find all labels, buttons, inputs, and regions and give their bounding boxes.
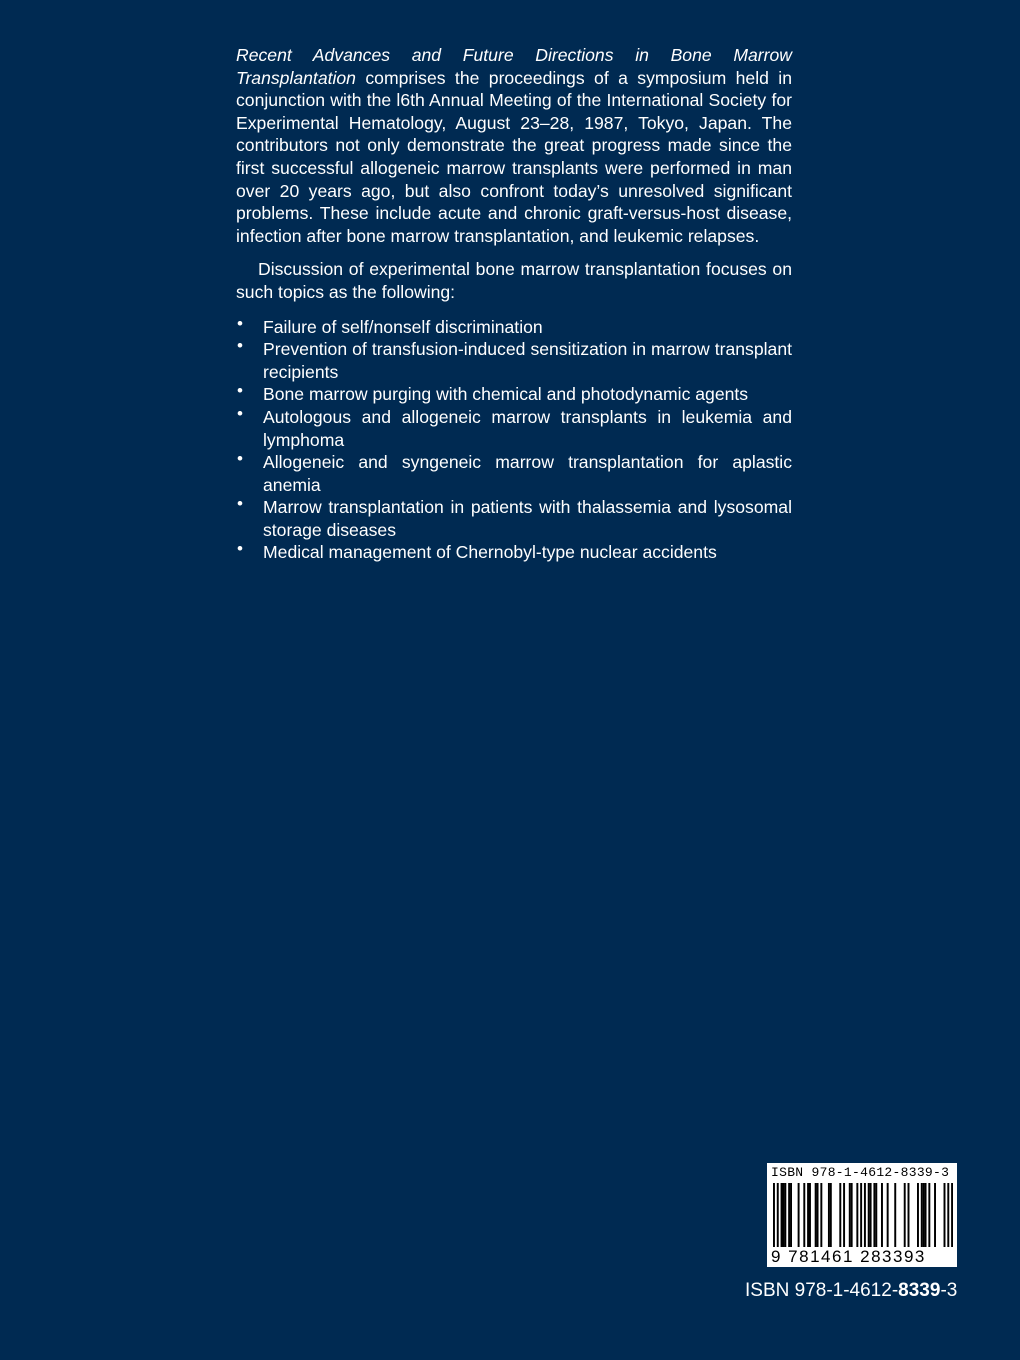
barcode-bar [934, 1183, 936, 1247]
barcode-bar [820, 1183, 822, 1247]
topic-text: Autologous and allogeneic marrow transplants in leukemia and lymphoma [263, 406, 792, 450]
barcode-bar [921, 1183, 923, 1247]
barcode-bar [781, 1183, 783, 1247]
list-item [236, 451, 792, 496]
topic-text: Medical management of Chernobyl-type nuclear accidents [263, 542, 717, 563]
barcode-bar [923, 1183, 925, 1247]
topic-text: Prevention of transfusion-induced sensitization in marrow transplant recipients [263, 339, 792, 382]
barcode-bar [839, 1183, 841, 1247]
bullet-icon: • [237, 494, 243, 514]
barcode-bar [856, 1183, 858, 1247]
barcode-bar [875, 1183, 877, 1247]
topic-list [236, 313, 792, 565]
barcode-bar [860, 1183, 862, 1247]
bullet-icon: • [237, 539, 243, 559]
barcode-bar [807, 1183, 809, 1247]
list-item [236, 383, 792, 406]
description-block [236, 44, 792, 564]
book-title: Recent Advances and Future Directions in Bone Marrow Transplantation [236, 45, 792, 88]
topic-text: Marrow transplantation in patients with thalassemia and lysosomal storage diseases [263, 497, 792, 540]
barcode-bar [868, 1183, 870, 1247]
intro-body: comprises the proceedings of a symposium held in conjunction with the l6th Annual Meeting of the International Society for Experimental Hematology, August 23–28, 1987, Tokyo, Japan. The contributors not only demonstrate the great progress made since the first successful allogeneic marrow transplants were performed in man over 20 years ago, but also confront today’s unresolved significant problems. These include acute and chronic graft-versus-host disease, infection after bone marrow transplantation, and leukemic relapses. [236, 67, 792, 246]
bullet-icon: • [237, 313, 243, 333]
barcode-bar [798, 1183, 800, 1247]
barcode-bar [947, 1183, 949, 1247]
list-item [236, 313, 792, 339]
topic-text: Bone marrow purging with chemical and photodynamic agents [263, 384, 749, 405]
topic-text: Failure of self/nonself discrimination [263, 316, 543, 337]
barcode-bar [815, 1183, 817, 1247]
barcode-bar [870, 1183, 872, 1247]
barcode-bar [864, 1183, 866, 1247]
barcode [767, 1163, 957, 1267]
isbn-suffix: -3 [940, 1280, 958, 1301]
barcode-bar [928, 1183, 930, 1247]
barcode-isbn-text: ISBN 978-1-4612-8339-3 [771, 1165, 950, 1180]
list-item [236, 403, 792, 451]
list-item [236, 541, 792, 564]
barcode-bar [944, 1183, 946, 1247]
barcode-bars-icon [773, 1183, 953, 1247]
bullet-icon: • [237, 403, 243, 423]
barcode-bar [951, 1183, 953, 1247]
intro-paragraph [236, 44, 792, 247]
barcode-bar [784, 1183, 786, 1247]
barcode-bar [881, 1183, 883, 1247]
barcode-bar [817, 1183, 819, 1247]
barcode-bar [873, 1183, 875, 1247]
barcode-bar [894, 1183, 896, 1247]
barcode-bar [803, 1183, 805, 1247]
list-item [236, 496, 792, 541]
barcode-bar [925, 1183, 927, 1247]
bullet-icon: • [237, 336, 243, 356]
barcode-bar [790, 1183, 792, 1247]
barcode-bar [782, 1183, 784, 1247]
barcode-bar [908, 1183, 910, 1247]
barcode-bar [843, 1183, 845, 1247]
topic-text: Allogeneic and syngeneic marrow transplantation for aplastic anemia [263, 452, 792, 495]
bullet-icon: • [237, 381, 243, 401]
barcode-bar [849, 1183, 851, 1247]
barcode-bar [788, 1183, 790, 1247]
isbn-prefix: ISBN 978-1-4612- [745, 1280, 899, 1301]
isbn-label [745, 1280, 957, 1302]
barcode-bar [777, 1183, 779, 1247]
bullet-icon: • [237, 449, 243, 469]
barcode-bar [917, 1183, 919, 1247]
discussion-paragraph: Discussion of experimental bone marrow transplantation focuses on such topics as the following: [236, 259, 792, 302]
barcode-bar [773, 1183, 775, 1247]
barcode-bar [809, 1183, 811, 1247]
barcode-bar [830, 1183, 832, 1247]
barcode-bar [887, 1183, 889, 1247]
barcode-bar [828, 1183, 830, 1247]
barcode-bar [904, 1183, 906, 1247]
barcode-bar [851, 1183, 853, 1247]
barcode-digits: 9 781461 283393 [771, 1247, 926, 1266]
isbn-bold: 8339 [898, 1280, 941, 1301]
list-item [236, 338, 792, 383]
